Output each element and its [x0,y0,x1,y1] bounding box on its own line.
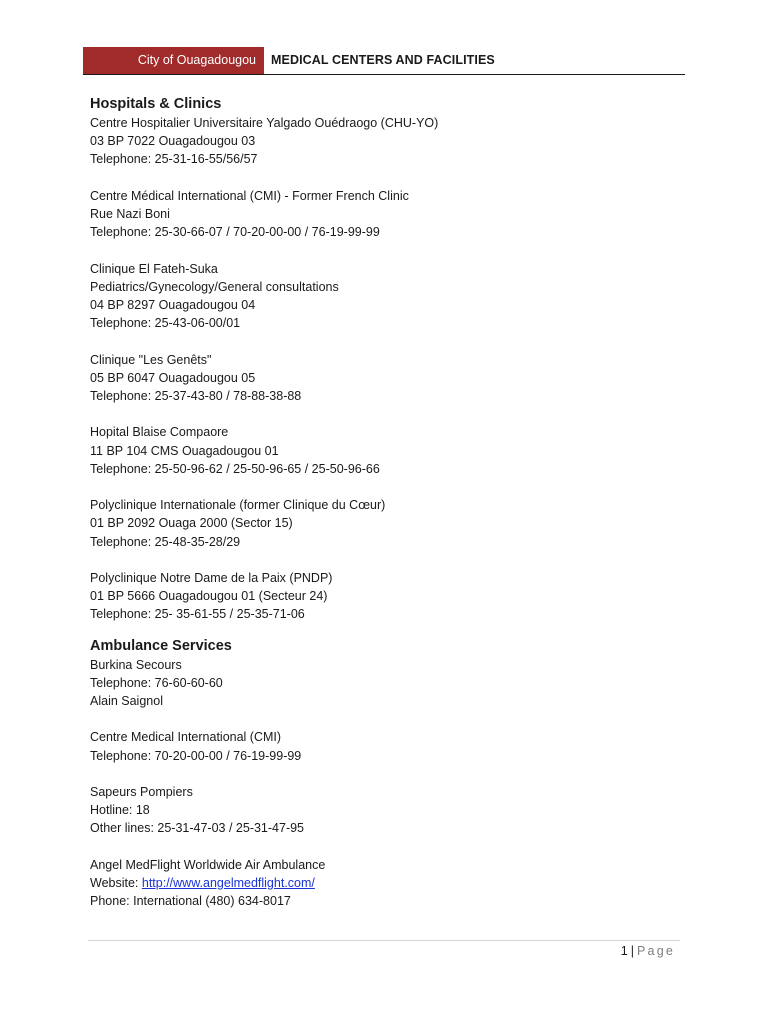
facility-name: Clinique "Les Genêts" [90,352,212,367]
facility-name: Centre Médical International (CMI) - Former French Clinic [90,188,409,203]
service-website-line [90,874,690,892]
service-telephone: Telephone: 70-20-00-00 / 76-19-99-99 [90,748,302,763]
facility-telephone: Telephone: 25-30-66-07 / 70-20-00-00 / 76-19-99-99 [90,225,380,240]
section-heading-ambulance: Ambulance Services [90,637,232,654]
ambulance-entry-cmi [90,728,690,764]
service-name: Burkina Secours [90,657,182,672]
page-number: 1 [620,944,628,958]
service-phone: Phone: International (480) 634-8017 [90,894,291,909]
footer-divider [88,940,680,941]
facility-entry-cmi [90,187,690,242]
facility-name: Clinique El Fateh-Suka [90,261,218,276]
facility-name: Polyclinique Internationale (former Clinique du Cœur) [90,498,386,513]
facility-address: 01 BP 2092 Ouaga 2000 (Sector 15) [90,516,293,531]
ambulance-entry-sapeurs-pompiers [90,783,690,838]
section-heading-hospitals: Hospitals & Clinics [90,96,222,112]
ambulance-entry-angel-medflight [90,856,690,911]
service-name: Sapeurs Pompiers [90,784,193,799]
service-telephone: Telephone: 76-60-60-60 [90,675,223,690]
facility-entry-el-fateh-suka [90,260,690,333]
header-city-band: City of Ouagadougou [83,47,264,74]
facility-address: 03 BP 7022 Ouagadougou 03 [90,134,256,149]
facility-telephone: Telephone: 25-31-16-55/56/57 [90,152,258,167]
facility-entry-blaise-compaore [90,423,690,478]
service-name: Angel MedFlight Worldwide Air Ambulance [90,857,326,872]
website-label: Website: [90,875,142,890]
facility-entry-chu-yo [90,114,690,169]
page-header [83,47,685,75]
facility-telephone: Telephone: 25-48-35-28/29 [90,534,241,549]
page-separator: | [630,944,634,958]
angelmedflight-website-link[interactable]: http://www.angelmedflight.com/ [141,875,315,890]
facility-name: Hopital Blaise Compaore [90,425,229,440]
service-other-lines: Other lines: 25-31-47-03 / 25-31-47-95 [90,821,305,836]
page-footer [621,942,675,960]
facility-address: Rue Nazi Boni [90,207,170,221]
facility-telephone: Telephone: 25-37-43-80 / 78-88-38-88 [90,389,302,403]
facility-name: Polyclinique Notre Dame de la Paix (PNDP) [90,570,333,585]
facility-telephone: Telephone: 25-50-96-62 / 25-50-96-65 / 25-50-96-66 [90,461,380,476]
document-body [90,94,690,929]
service-hotline: Hotline: 18 [90,803,150,818]
facility-address: 05 BP 6047 Ouagadougou 05 [90,370,256,385]
facility-telephone: Telephone: 25- 35-61-55 / 25-35-71-06 [90,607,305,622]
ambulance-entry-burkina-secours [90,656,690,711]
facility-address: 04 BP 8297 Ouagadougou 04 [90,298,256,312]
facility-telephone: Telephone: 25-43-06-00/01 [90,316,241,331]
service-name: Centre Medical International (CMI) [90,730,282,745]
service-contact-person: Alain Saignol [90,694,163,708]
facility-address: 11 BP 104 CMS Ouagadougou 01 [90,443,279,458]
facility-entry-polyclinique-internationale [90,496,690,551]
page-word: Page [637,944,675,958]
facility-address: 01 BP 5666 Ouagadougou 01 (Secteur 24) [90,589,328,604]
facility-specialties: Pediatrics/Gynecology/General consultations [90,279,339,294]
facility-entry-les-genets [90,351,690,406]
header-title: MEDICAL CENTERS AND FACILITIES [271,53,495,67]
facility-entry-pndp [90,569,690,624]
facility-name: Centre Hospitalier Universitaire Yalgado Ouédraogo (CHU-YO) [90,116,439,130]
